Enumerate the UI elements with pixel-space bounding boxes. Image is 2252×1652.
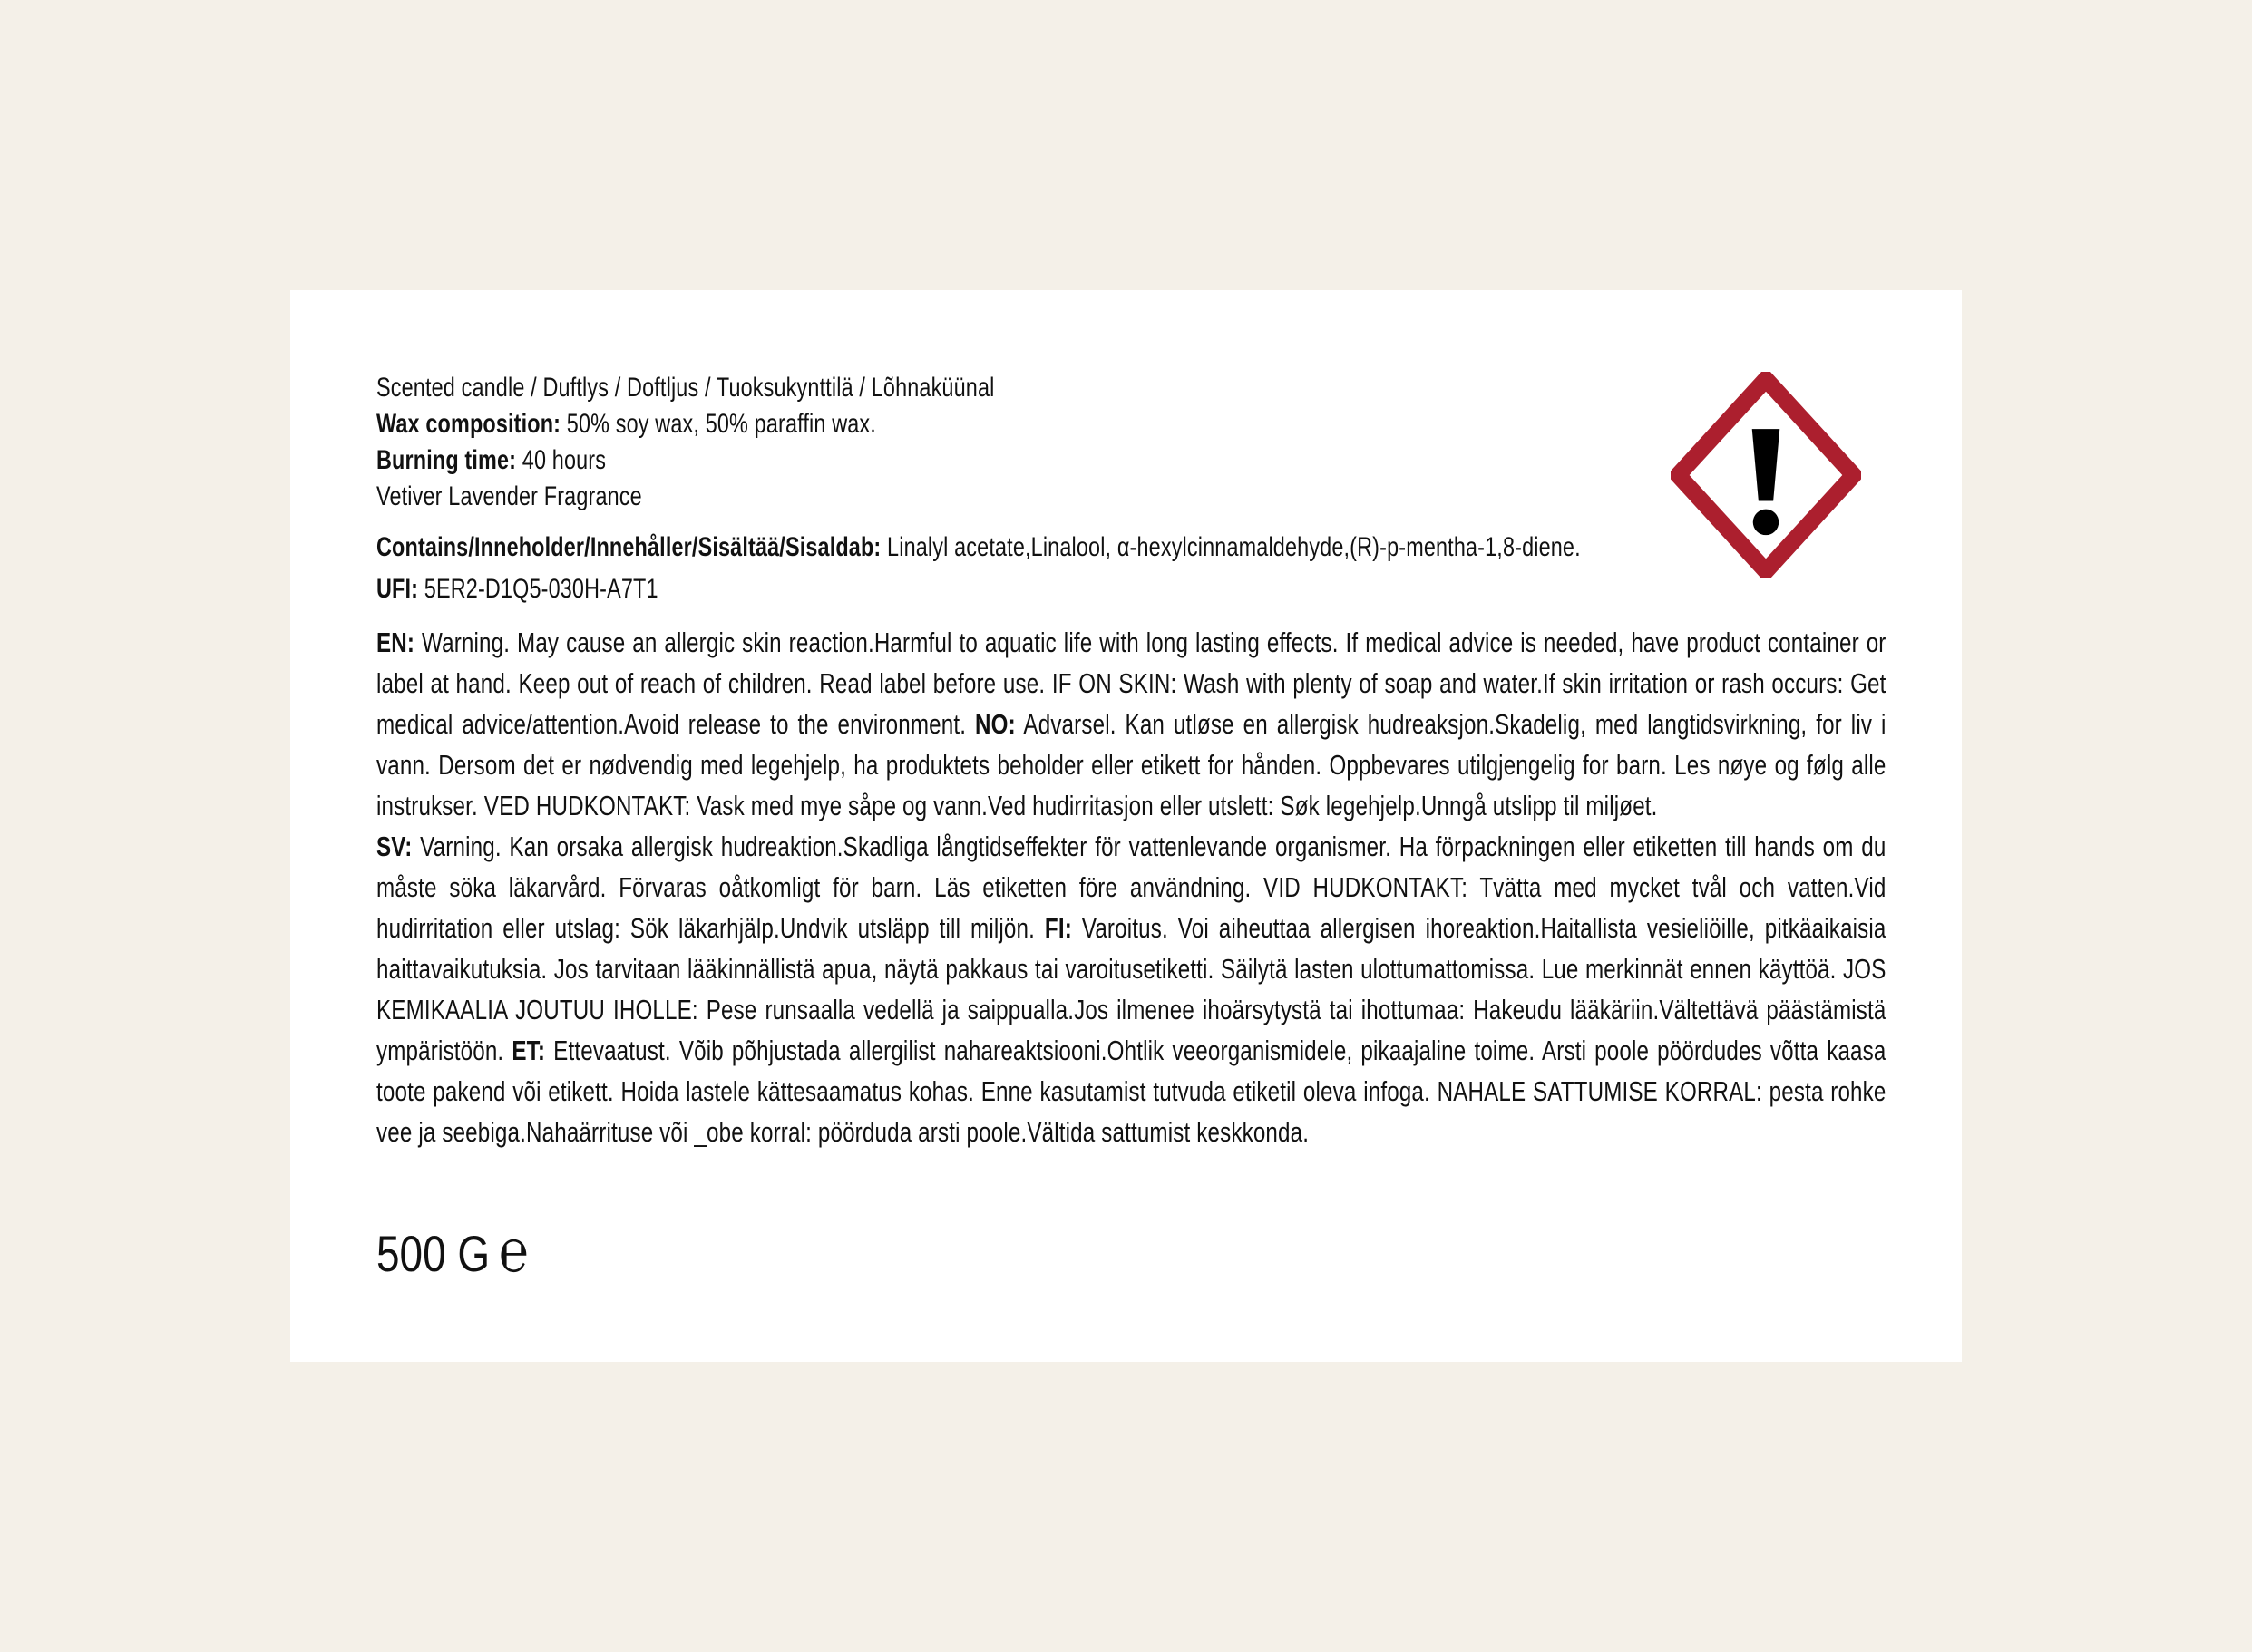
field-value: Scented candle / Duftlys / Doftljus / Tuoksukynttilä / Lõhnaküünal — [376, 373, 995, 403]
label-text-block — [376, 370, 1886, 1152]
language-code: FI: — [1044, 912, 1072, 944]
field-value: 5ER2-D1Q5-030H-A7T1 — [424, 574, 658, 604]
warning-text: Varoitus. Voi aiheuttaa allergisen ihoreaktion.Haitallista vesieliöille, pitkäaikaisia haittavaikutuksia. Jos tarvitaan lääkinnällistä apua, näytä pakkaus tai varoitusetiketti. Säilytä lasten ulottumattomissa. Lue merkinnät ennen käyttöä. JOS KEMIKAALIA JOUTUU IHOLLE: Pese runsaalla vedellä ja saippualla.Jos ilmenee ihoärsytystä tai ihottumaa: Hakeudu lääkäriin.Vältettävä päästämistä ympäristöön. — [376, 912, 1886, 1066]
net-weight — [376, 1218, 529, 1285]
field-label: Burning time: — [376, 445, 517, 475]
label-info-line — [376, 442, 1886, 479]
field-value: 40 hours — [522, 445, 607, 475]
warning-text: Varning. Kan orsaka allergisk hudreaktion.Skadliga långtidseffekter för vattenlevande organismer. Ha förpackningen eller etiketten till hands om du måste söka läkarvård. Förvaras oåtkomligt för barn. Läs etiketten före användning. VID HUDKONTAKT: Tvätta med mycket tvål och vatten.Vid hudirritation eller utslag: Sök läkarhjälp.Undvik utsläpp till miljön. — [376, 831, 1886, 944]
warning-text: Advarsel. Kan utløse en allergisk hudreaksjon.Skadelig, med langtidsvirkning, for liv i vann. Dersom det er nødvendig med legehjelp, ha produktets beholder eller etikett for hånden. Oppbevares utilgjengelig for barn. Les nøye og følg alle instrukser. VED HUDKONTAKT: Vask med mye såpe og vann.Ved hudirritasjon eller utslett: Søk legehjelp.Unngå utslipp til miljøet. — [376, 708, 1886, 821]
warnings-paragraph — [376, 826, 1886, 1152]
field-label: Wax composition: — [376, 409, 561, 439]
label-info-line — [376, 406, 1886, 442]
exclamation-dot-icon — [1753, 510, 1779, 536]
ghs-warning-pictogram — [1671, 372, 1861, 578]
language-code: EN: — [376, 627, 415, 658]
warnings-paragraph — [376, 622, 1886, 826]
field-value: Vetiver Lavender Fragrance — [376, 481, 642, 511]
language-code: SV: — [376, 831, 413, 862]
net-weight-value: 500 G — [376, 1225, 491, 1282]
product-label — [290, 290, 1962, 1362]
product-info-section — [376, 370, 1886, 607]
label-info-line — [376, 479, 1886, 515]
language-code: NO: — [975, 708, 1016, 740]
field-value: 50% soy wax, 50% paraffin wax. — [566, 409, 876, 439]
estimated-sign: ℮ — [498, 1218, 529, 1285]
label-info-line — [376, 370, 1886, 406]
field-label: Contains/Inneholder/Innehåller/Sisältää/Sisaldab: — [376, 532, 882, 562]
warning-text: Warning. May cause an allergic skin reaction.Harmful to aquatic life with long lasting effects. If medical advice is needed, have product container or label at hand. Keep out of reach of children. Read label before use. IF ON SKIN: Wash with plenty of soap and water.If skin irritation or rash occurs: Get medical advice/attention.Avoid release to the environment. — [376, 627, 1886, 740]
label-info-line — [376, 571, 1886, 607]
language-code: ET: — [512, 1035, 546, 1066]
field-value: Linalyl acetate,Linalool, α-hexylcinnamaldehyde,(R)-p-mentha-1,8-diene. — [887, 532, 1581, 562]
warnings-section — [376, 622, 1886, 1152]
field-label: UFI: — [376, 574, 419, 604]
label-info-line — [376, 530, 1886, 566]
warning-text: Ettevaatust. Võib põhjustada allergilist nahareaktsiooni.Ohtlik veeorganismidele, pikaajaline toime. Arsti poole pöördudes võtta kaasa toote pakend või etikett. Hoida lastele kättesaamatus kohas. Enne kasutamist tutvuda etiketil oleva infoga. NAHALE SATTUMISE KORRAL: pesta rohke vee ja seebiga.Nahaärrituse või _obe korral: pöörduda arsti poole.Vältida sattumist keskkonda. — [376, 1035, 1886, 1148]
